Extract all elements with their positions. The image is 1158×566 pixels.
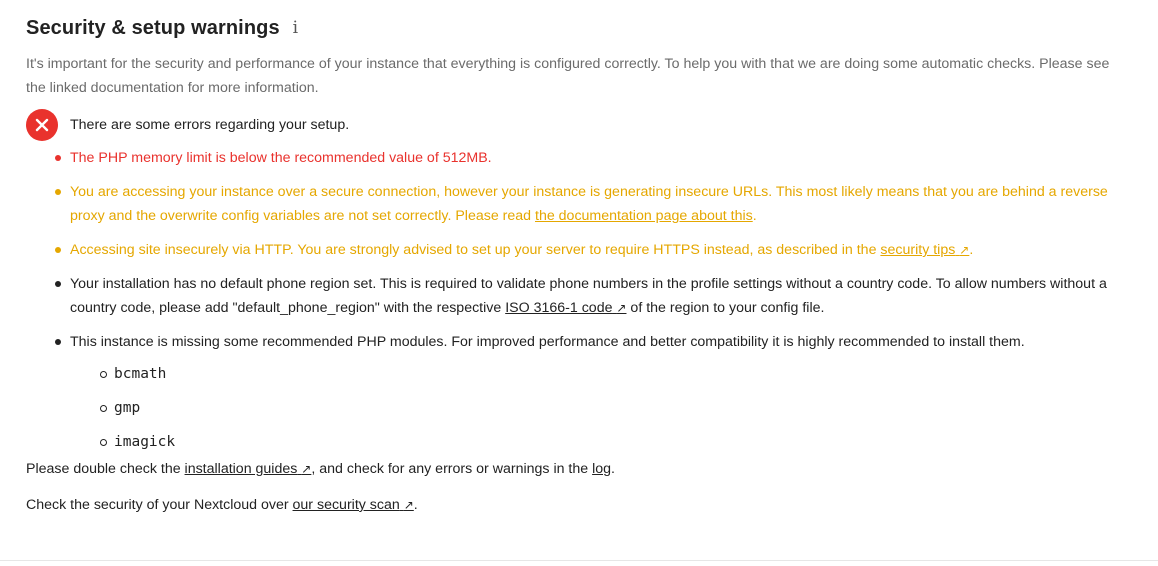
issues-list xyxy=(26,146,1132,454)
issue-text: This instance is missing some recommended PHP modules. For improved performance and better compatibility it is highly recommended to install them. xyxy=(70,334,1025,350)
status-message: There are some errors regarding your setup. xyxy=(70,117,350,133)
missing-modules-list xyxy=(70,362,1132,454)
issue-memory-limit xyxy=(52,146,1132,170)
external-link-icon: ↗ xyxy=(959,243,970,257)
module-item: gmp xyxy=(98,396,1132,420)
issue-text: You are accessing your instance over a secure connection, however your instance is generating insecure URLs. This most likely means that you are behind a reverse proxy and the overwrite config variables are not set correctly. Please read xyxy=(70,184,1108,224)
log-link[interactable]: log xyxy=(592,461,612,477)
section-divider xyxy=(0,560,1158,561)
external-link-icon: ↗ xyxy=(403,498,414,512)
module-item: imagick xyxy=(98,430,1132,454)
issue-insecure-http: Accessing site insecurely via HTTP. You are strongly advised to set up your server to require HTTPS instead, as described in the security tips ↗. xyxy=(52,238,1132,262)
setup-status xyxy=(26,108,1132,142)
security-scan-link[interactable]: our security scan ↗ xyxy=(292,497,414,513)
issue-phone-region: Your installation has no default phone region set. This is required to validate phone numbers in the profile settings without a country code. To allow numbers without a country code, please add "default_phone_region" with the respective ISO 3166-1 code ↗ of the region to your config file. xyxy=(52,272,1132,320)
issue-overwrite-config: You are accessing your instance over a secure connection, however your instance is generating insecure URLs. This most likely means that you are behind a reverse proxy and the overwrite config variables are not set correctly. Please read the documentation page about this. xyxy=(52,180,1132,228)
issue-text: The PHP memory limit is below the recommended value of 512MB. xyxy=(70,150,492,166)
installation-guides-link[interactable]: installation guides ↗ xyxy=(184,461,312,477)
external-link-icon: ↗ xyxy=(616,301,627,315)
iso-3166-link[interactable]: ISO 3166-1 code ↗ xyxy=(505,300,627,316)
section-title: Security & setup warnings xyxy=(26,16,280,39)
security-scan-note: Check the security of your Nextcloud over our security scan ↗. xyxy=(26,497,418,513)
issue-text: Your installation has no default phone region set. This is required to validate phone numbers in the profile settings without a country code. To allow numbers without a country code, please add "default_phone_region" with the respective xyxy=(70,276,1107,316)
security-tips-link[interactable]: security tips ↗ xyxy=(880,242,970,258)
installation-guides-note: Please double check the installation guides ↗, and check for any errors or warnings in the log. xyxy=(26,461,615,477)
module-item: bcmath xyxy=(98,362,1132,386)
error-x-icon xyxy=(26,109,58,141)
section-description: It's important for the security and performance of your instance that everything is configured correctly. To help you with that we are doing some automatic checks. Please see the linked documentation for more information. xyxy=(26,56,1110,96)
section-header xyxy=(26,14,1132,42)
issue-text: Accessing site insecurely via HTTP. You are strongly advised to set up your server to require HTTPS instead, as described in the xyxy=(70,242,881,258)
external-link-icon: ↗ xyxy=(301,462,312,476)
documentation-page-link[interactable]: the documentation page about this xyxy=(535,208,753,224)
issue-php-modules xyxy=(52,330,1132,454)
info-icon[interactable]: i xyxy=(292,18,299,38)
